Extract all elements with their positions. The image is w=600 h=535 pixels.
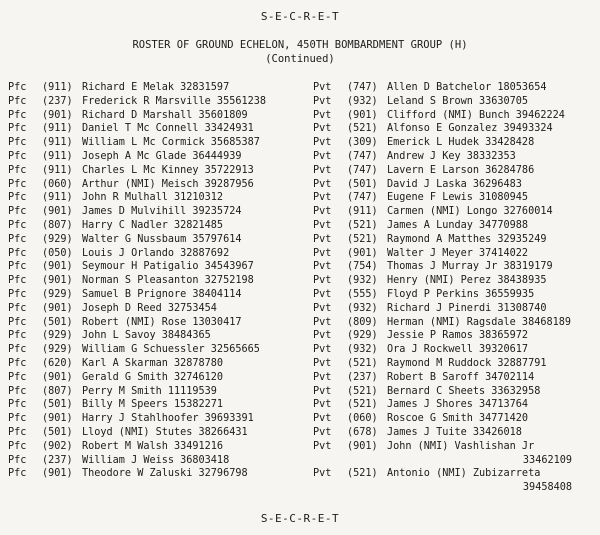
roster-entry xyxy=(313,302,600,316)
roster-name: Joseph D Reed 32753454 xyxy=(82,302,217,314)
roster-entry xyxy=(313,385,600,399)
roster-entry xyxy=(8,95,298,109)
roster-entry xyxy=(8,136,298,150)
roster-rank: Pfc xyxy=(8,82,27,93)
roster-code: (911) xyxy=(347,206,378,218)
roster-entry xyxy=(8,178,298,192)
roster-rank: Pvt xyxy=(313,178,332,190)
roster-entry xyxy=(8,371,298,385)
roster-name: Roscoe G Smith 34771420 xyxy=(387,413,529,425)
roster-code: (901) xyxy=(42,302,73,314)
roster-code: (747) xyxy=(347,82,378,93)
roster-entry xyxy=(313,274,600,288)
roster-rank: Pfc xyxy=(8,316,27,328)
roster-name: Karl A Skarman 32878780 xyxy=(82,357,224,369)
roster-rank: Pvt xyxy=(313,288,332,300)
roster-code: (521) xyxy=(347,219,378,231)
roster-name: Robert M Walsh 33491216 xyxy=(82,440,224,452)
roster-rank: Pfc xyxy=(8,178,27,190)
roster-rank: Pvt xyxy=(313,426,332,438)
roster-rank: Pvt xyxy=(313,164,332,176)
roster-rank: Pvt xyxy=(313,316,332,328)
roster-rank: Pvt xyxy=(313,109,332,121)
roster-entry xyxy=(313,440,600,454)
roster-code: (929) xyxy=(42,344,73,356)
roster-code: (060) xyxy=(347,413,378,425)
roster-code: (060) xyxy=(42,178,73,190)
roster-name: Alfonso E Gonzalez 39493324 xyxy=(387,123,553,135)
roster-code: (901) xyxy=(347,440,378,452)
roster-entry xyxy=(8,260,298,274)
roster-name: Clifford (NMI) Bunch 39462224 xyxy=(387,109,565,121)
roster-serial-continued: 33462109 xyxy=(522,454,572,466)
roster-code: (932) xyxy=(347,302,378,314)
roster-code: (521) xyxy=(347,385,378,397)
roster-name: Walter G Nussbaum 35797614 xyxy=(82,233,242,245)
roster-code: (901) xyxy=(42,206,73,218)
classification-bottom: S-E-C-R-E-T xyxy=(260,512,340,525)
roster-code: (754) xyxy=(347,261,378,273)
roster-entry xyxy=(8,343,298,357)
roster-entry xyxy=(8,122,298,136)
roster-rank: Pfc xyxy=(8,357,27,369)
roster-name: John (NMI) Vashlishan Jr xyxy=(387,440,535,452)
roster-name: Thomas J Murray Jr 38319179 xyxy=(387,261,553,273)
roster-name: William L Mc Cormick 35685387 xyxy=(82,137,260,149)
roster-code: (901) xyxy=(42,413,73,425)
roster-code: (521) xyxy=(347,399,378,411)
roster-name: Joseph A Mc Glade 36444939 xyxy=(82,150,242,162)
roster-code: (237) xyxy=(347,371,378,383)
roster-name: Eugene F Lewis 31080945 xyxy=(387,192,529,204)
roster-code: (911) xyxy=(42,164,73,176)
roster-code: (521) xyxy=(347,123,378,135)
roster-name: John L Savoy 38484365 xyxy=(82,330,211,342)
roster-rank: Pfc xyxy=(8,109,27,121)
roster-rank: Pvt xyxy=(313,302,332,314)
roster-rank: Pvt xyxy=(313,82,332,93)
roster-code: (901) xyxy=(42,261,73,273)
roster-entry xyxy=(8,302,298,316)
roster-code: (747) xyxy=(347,192,378,204)
roster-name: Raymond M Ruddock 32887791 xyxy=(387,357,547,369)
roster-name: Robert (NMI) Rose 13030417 xyxy=(82,316,242,328)
roster-name: James A Lunday 34770988 xyxy=(387,219,529,231)
title-line-2: (Continued) xyxy=(265,53,335,65)
roster-entry xyxy=(313,260,600,274)
roster-rank: Pvt xyxy=(313,275,332,287)
roster-name: Carmen (NMI) Longo 32760014 xyxy=(387,206,553,218)
roster-rank: Pfc xyxy=(8,275,27,287)
roster-rank: Pvt xyxy=(313,413,332,425)
roster-rank: Pfc xyxy=(8,137,27,149)
roster-entry xyxy=(313,329,600,343)
roster-code: (678) xyxy=(347,426,378,438)
roster-name: Bernard C Sheets 33632958 xyxy=(387,385,541,397)
roster-code: (555) xyxy=(347,288,378,300)
roster-name: Norman S Pleasanton 32752198 xyxy=(82,275,254,287)
roster-entry xyxy=(313,316,600,330)
roster-entry xyxy=(8,205,298,219)
roster-name: James J Shores 34713764 xyxy=(387,399,529,411)
roster-entry xyxy=(8,288,298,302)
roster-name: Frederick R Marsville 35561238 xyxy=(82,95,267,107)
roster-code: (501) xyxy=(42,399,73,411)
roster-right-column xyxy=(313,81,600,495)
roster-rank: Pfc xyxy=(8,164,27,176)
roster-code: (501) xyxy=(42,426,73,438)
roster-rank: Pvt xyxy=(313,385,332,397)
roster-entry xyxy=(8,412,298,426)
roster-rank: Pvt xyxy=(313,219,332,231)
roster-name: Antonio (NMI) Zubizarreta xyxy=(387,468,541,480)
roster-entry xyxy=(313,109,600,123)
roster-name: William G Schuessler 32565665 xyxy=(82,344,260,356)
roster-code: (747) xyxy=(347,150,378,162)
roster-serial-continued: 39458408 xyxy=(522,482,572,494)
roster-name: Seymour H Patigalio 34543967 xyxy=(82,261,254,273)
roster-name: Herman (NMI) Ragsdale 38468189 xyxy=(387,316,572,328)
roster-rank: Pfc xyxy=(8,371,27,383)
roster-entry xyxy=(8,398,298,412)
roster-rank: Pfc xyxy=(8,399,27,411)
roster-entry xyxy=(8,454,298,468)
roster-entry xyxy=(313,164,600,178)
roster-entry xyxy=(8,440,298,454)
roster-entry xyxy=(8,109,298,123)
roster-entry xyxy=(313,467,600,481)
roster-name: Samuel B Prignore 38404114 xyxy=(82,288,242,300)
roster-code: (929) xyxy=(42,288,73,300)
roster-entry xyxy=(8,467,298,481)
roster-name: James J Tuite 33426018 xyxy=(387,426,522,438)
roster-code: (901) xyxy=(42,468,73,480)
roster-rank: Pfc xyxy=(8,302,27,314)
roster-code: (929) xyxy=(42,233,73,245)
roster-name: Gerald G Smith 32746120 xyxy=(82,371,224,383)
roster-entry xyxy=(8,81,298,95)
roster-entry xyxy=(313,150,600,164)
roster-entry xyxy=(313,343,600,357)
roster-code: (237) xyxy=(42,95,73,107)
roster-title xyxy=(0,38,600,66)
roster-entry xyxy=(8,219,298,233)
roster-rank: Pfc xyxy=(8,95,27,107)
roster-rank: Pvt xyxy=(313,371,332,383)
roster-name: Richard E Melak 32831597 xyxy=(82,82,230,93)
roster-name: Harry C Nadler 32821485 xyxy=(82,219,224,231)
roster-name: David J Laska 36296483 xyxy=(387,178,522,190)
roster-code: (911) xyxy=(42,82,73,93)
roster-rank: Pvt xyxy=(313,137,332,149)
roster-rank: Pfc xyxy=(8,123,27,135)
roster-code: (809) xyxy=(347,316,378,328)
roster-rank: Pvt xyxy=(313,95,332,107)
roster-code: (911) xyxy=(42,123,73,135)
roster-entry xyxy=(313,247,600,261)
roster-name: Emerick L Hudek 33428428 xyxy=(387,137,535,149)
roster-entry xyxy=(8,329,298,343)
roster-name: Arthur (NMI) Meisch 39287956 xyxy=(82,178,254,190)
roster-rank: Pfc xyxy=(8,440,27,452)
roster-rank: Pvt xyxy=(313,206,332,218)
roster-name: Jessie P Ramos 38365972 xyxy=(387,330,529,342)
roster-rank: Pfc xyxy=(8,192,27,204)
roster-name: Raymond A Matthes 32935249 xyxy=(387,233,547,245)
roster-entry xyxy=(8,150,298,164)
roster-code: (929) xyxy=(347,330,378,342)
roster-rank: Pfc xyxy=(8,385,27,397)
roster-entry xyxy=(313,122,600,136)
roster-entry xyxy=(313,371,600,385)
roster-rank: Pfc xyxy=(8,247,27,259)
roster-rank: Pvt xyxy=(313,261,332,273)
roster-code: (807) xyxy=(42,385,73,397)
roster-name: Lloyd (NMI) Stutes 38266431 xyxy=(82,426,248,438)
roster-rank: Pfc xyxy=(8,288,27,300)
roster-name: James D Mulvihill 39235724 xyxy=(82,206,242,218)
roster-entry xyxy=(8,191,298,205)
roster-code: (901) xyxy=(42,275,73,287)
roster-entry xyxy=(8,357,298,371)
roster-rank: Pvt xyxy=(313,123,332,135)
roster-name: Henry (NMI) Perez 38438935 xyxy=(387,275,547,287)
roster-rank: Pvt xyxy=(313,330,332,342)
roster-code: (911) xyxy=(42,150,73,162)
roster-name: Robert B Saroff 34702114 xyxy=(387,371,535,383)
roster-code: (521) xyxy=(347,357,378,369)
roster-name: Richard D Marshall 35601809 xyxy=(82,109,248,121)
roster-code: (932) xyxy=(347,275,378,287)
roster-rank: Pvt xyxy=(313,247,332,259)
roster-code: (237) xyxy=(42,454,73,466)
roster-rank: Pvt xyxy=(313,399,332,411)
roster-entry xyxy=(313,398,600,412)
roster-entry xyxy=(8,164,298,178)
roster-code: (501) xyxy=(42,316,73,328)
roster-entry xyxy=(313,412,600,426)
roster-rank: Pfc xyxy=(8,150,27,162)
roster-rank: Pfc xyxy=(8,426,27,438)
roster-code: (050) xyxy=(42,247,73,259)
roster-name: Louis J Orlando 32887692 xyxy=(82,247,230,259)
roster-code: (911) xyxy=(42,192,73,204)
roster-name: Floyd P Perkins 36559935 xyxy=(387,288,535,300)
roster-entry xyxy=(313,288,600,302)
roster-entry xyxy=(8,274,298,288)
roster-code: (620) xyxy=(42,357,73,369)
roster-rank: Pvt xyxy=(313,233,332,245)
roster-rank: Pvt xyxy=(313,440,332,452)
roster-name: Leland S Brown 33630705 xyxy=(387,95,529,107)
roster-code: (902) xyxy=(42,440,73,452)
roster-name: Daniel T Mc Connell 33424931 xyxy=(82,123,254,135)
roster-rank: Pfc xyxy=(8,206,27,218)
roster-rank: Pfc xyxy=(8,454,27,466)
roster-entry xyxy=(313,426,600,440)
roster-left-column xyxy=(8,81,298,481)
roster-rank: Pfc xyxy=(8,344,27,356)
roster-code: (932) xyxy=(347,95,378,107)
roster-rank: Pvt xyxy=(313,344,332,356)
roster-entry xyxy=(8,316,298,330)
roster-rank: Pfc xyxy=(8,413,27,425)
roster-name: Allen D Batchelor 18053654 xyxy=(387,82,547,93)
roster-name: Charles L Mc Kinney 35722913 xyxy=(82,164,254,176)
roster-name: Billy M Speers 15382271 xyxy=(82,399,224,411)
roster-name: William J Weiss 36803418 xyxy=(82,454,230,466)
roster-name: Richard J Pinerdi 31308740 xyxy=(387,302,547,314)
roster-code: (932) xyxy=(347,344,378,356)
roster-name: Lavern E Larson 36284786 xyxy=(387,164,535,176)
roster-rank: Pvt xyxy=(313,150,332,162)
roster-rank: Pfc xyxy=(8,219,27,231)
roster-entry xyxy=(313,178,600,192)
roster-code: (901) xyxy=(347,109,378,121)
roster-rank: Pvt xyxy=(313,468,332,480)
roster-code: (807) xyxy=(42,219,73,231)
roster-code: (521) xyxy=(347,468,378,480)
roster-entry xyxy=(8,385,298,399)
roster-rank: Pvt xyxy=(313,192,332,204)
classification-top: S-E-C-R-E-T xyxy=(260,10,340,23)
roster-name: Perry M Smith 11119539 xyxy=(82,385,217,397)
roster-name: John R Mulhall 31210312 xyxy=(82,192,224,204)
roster-entry xyxy=(313,205,600,219)
roster-rank: Pfc xyxy=(8,233,27,245)
roster-code: (911) xyxy=(42,137,73,149)
roster-entry xyxy=(313,95,600,109)
roster-entry xyxy=(313,233,600,247)
roster-entry xyxy=(313,136,600,150)
roster-name: Walter J Meyer 37414022 xyxy=(387,247,529,259)
roster-name: Theodore W Zaluski 32796798 xyxy=(82,468,248,480)
title-line-1: ROSTER OF GROUND ECHELON, 450TH BOMBARDMENT GROUP (H) xyxy=(132,39,468,51)
roster-code: (309) xyxy=(347,137,378,149)
roster-rank: Pfc xyxy=(8,330,27,342)
roster-code: (521) xyxy=(347,233,378,245)
roster-entry xyxy=(313,191,600,205)
roster-code: (501) xyxy=(347,178,378,190)
roster-code: (747) xyxy=(347,164,378,176)
roster-code: (901) xyxy=(347,247,378,259)
roster-code: (929) xyxy=(42,330,73,342)
roster-rank: Pfc xyxy=(8,468,27,480)
roster-name: Harry J Stahlhoofer 39693391 xyxy=(82,413,254,425)
roster-entry xyxy=(313,81,600,95)
roster-code: (901) xyxy=(42,109,73,121)
roster-entry xyxy=(8,233,298,247)
roster-entry xyxy=(313,219,600,233)
roster-entry xyxy=(8,426,298,440)
roster-name: Andrew J Key 38332353 xyxy=(387,150,516,162)
roster-entry xyxy=(8,247,298,261)
roster-name: Ora J Rockwell 39320617 xyxy=(387,344,529,356)
roster-code: (901) xyxy=(42,371,73,383)
roster-rank: Pfc xyxy=(8,261,27,273)
roster-entry xyxy=(313,357,600,371)
roster-rank: Pvt xyxy=(313,357,332,369)
